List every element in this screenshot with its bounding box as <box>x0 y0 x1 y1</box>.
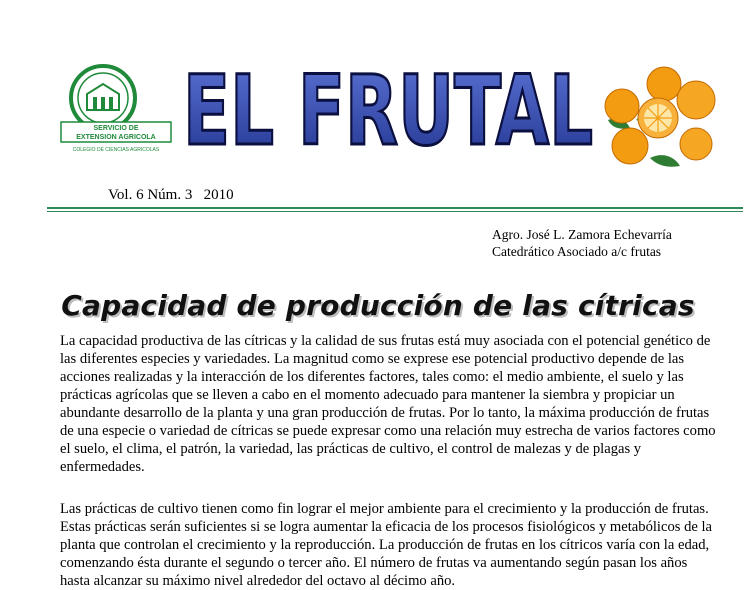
article-paragraph: La capacidad productiva de las cítricas y la calidad de sus frutas está muy asociada con el potencial genético de las diferentes especies y variedades. La magnitud como se exprese ese potencial productivo depende de las acciones realizadas y la interacción de los diferentes factores, tales como: el medio ambiente, el suelo y las prácticas agrícolas que se lleven a cabo en el momento adecuado para mantener la siembra y propiciar un abundante desarrollo de la planta y una gran producción de frutas. Por lo tanto, la máxima producción de frutas de una especie o variedad de cítricas se puede expresar como una relación muy estrecha de varios factores como el suelo, el clima, el patrón, la variedad, las prácticas de cultivo, el control de malezas y de plagas y enfermedades. <box>60 333 716 475</box>
divider-rule <box>47 207 743 209</box>
logo-subline: COLEGIO DE CIENCIAS AGRICOLAS <box>72 147 160 153</box>
author-block <box>492 226 672 260</box>
author-name: Agro. José L. Zamora Echevarría <box>492 227 672 242</box>
article-paragraph: Las prácticas de cultivo tienen como fin lograr el mejor ambiente para el crecimiento y la producción de frutas. Estas prácticas serán suficientes si se logra aumentar la eficacia de los procesos fisiológicos y metabólicos de la planta que controlan el crecimiento y la reproducción. La producción de frutas en los cítricos varía con la edad, comenzando ésta durante el segundo o tercer año. El número de frutas va aumentando según pasan los años hasta alcanzar su máximo nivel alrededor del octavo al décimo año. <box>60 501 713 589</box>
logo-line-2: EXTENSION AGRICOLA <box>76 134 156 141</box>
oranges-image <box>600 62 720 172</box>
author-role: Catedrático Asociado a/c frutas <box>492 244 662 259</box>
masthead-title <box>176 44 600 168</box>
divider-rule-thin <box>47 211 743 212</box>
article-title: Capacidad de producción de las cítricas <box>61 288 695 322</box>
extension-logo <box>57 60 175 154</box>
masthead-title-text: EL FRUTAL <box>183 55 593 167</box>
logo-line-1: SERVICIO DE <box>93 125 139 132</box>
issue-info: Vol. 6 Núm. 3 2010 <box>108 187 234 203</box>
